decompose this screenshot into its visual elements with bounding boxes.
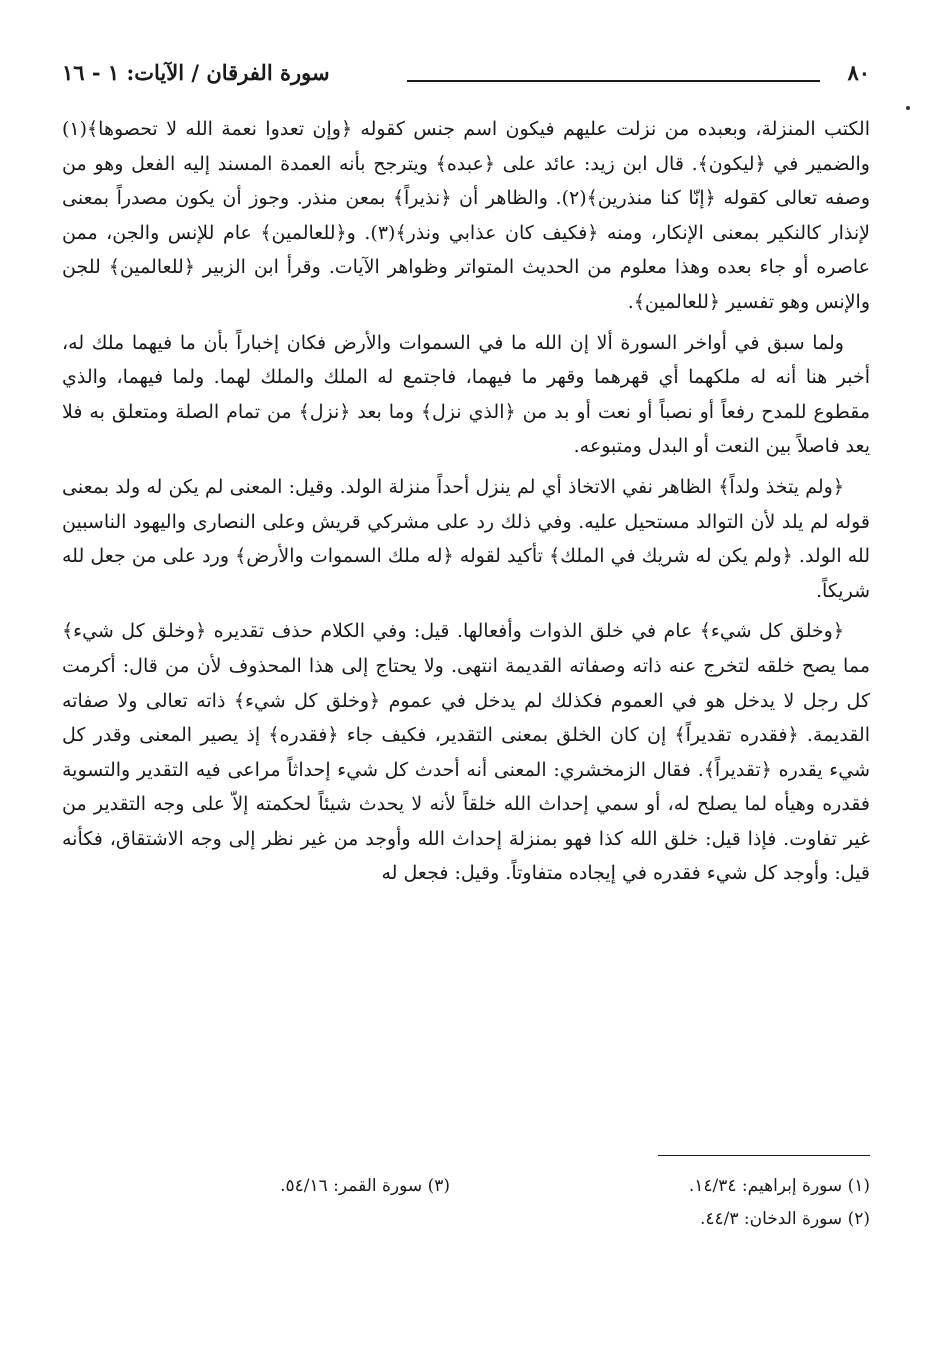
header-rule (407, 80, 820, 82)
header-title: سورة الفرقان / الآيات: ١ - ١٦ (62, 60, 330, 85)
scan-dot (906, 106, 910, 110)
running-header (62, 56, 870, 92)
footnote-rule (658, 1155, 870, 1156)
footnote-2: (٢) سورة الدخان: ٤٤/٣. (699, 1209, 870, 1229)
footnote-1: (١) سورة إبراهيم: ١٤/٣٤. (688, 1176, 870, 1196)
footnote-column-left (90, 1170, 450, 1203)
footnote-3: (٣) سورة القمر: ٥٤/١٦. (280, 1176, 450, 1196)
paragraph-1: الكتب المنزلة، وبعبده من نزلت عليهم فيكون اسم جنس كقوله ﴿وإن تعدوا نعمة الله لا تحصوها﴾(١) والضمير في ﴿ليكون﴾. قال ابن زيد: عائد على ﴿عبده﴾ ويترجح بأنه العمدة المسند إليه الفعل وهو من وصفه تعالى كقوله ﴿إنّا كنا منذرين﴾(٢). والظاهر أن ﴿نذيراً﴾ بمعن منذر. وجوز أن يكون مصدراً بمعنى لإنذار كالنكير بمعنى الإنكار، ومنه ﴿فكيف كان عذابي ونذر﴾(٣). و﴿للعالمين﴾ عام للإنس والجن، ممن عاصره أو جاء بعده وهذا معلوم من الحديث المتواتر وظواهر الآيات. وقرأ ابن الزبير ﴿للعالمين﴾ للجن والإنس وهو تفسير ﴿للعالمين﴾. (62, 118, 870, 313)
paragraph-2: ولما سبق في أواخر السورة ألا إن الله ما في السموات والأرض فكان إخباراً بأن ما فيهما ملك له، أخبر هنا أنه له ملكهما أي قهرهما وقهر ما فيهما، فاجتمع له الملك والملك لهما. ولما فيهما، والذي مقطوع للمدح رفعاً أو نصباً أو نعت أو بد من ﴿الذي نزل﴾ وما بعد ﴿نزل﴾ من تمام الصلة ومتعلق به فلا يعد فاصلاً بين النعت أو البدل ومتبوعه. (62, 331, 870, 458)
page-number: ٨٠ (847, 60, 870, 85)
paragraph-3: ﴿ولم يتخذ ولداً﴾ الظاهر نفي الاتخاذ أي لم ينزل أحداً منزلة الولد. وقيل: المعنى لم يكن له ولد بمعنى قوله لم يلد لأن التوالد مستحيل عليه. وفي ذلك رد على مشركي قريش وعلى النصارى واليهود الناسبين لله الولد. ﴿ولم يكن له شريك في الملك﴾ تأكيد لقوله ﴿له ملك السموات والأرض﴾ ورد على من جعل لله شريكاً. (62, 475, 870, 602)
footnote-column-right (510, 1170, 870, 1236)
paragraph-4: ﴿وخلق كل شيء﴾ عام في خلق الذوات وأفعالها. قيل: وفي الكلام حذف تقديره ﴿وخلق كل شيء﴾ مما يصح خلقه لتخرج عنه ذاته وصفاته القديمة انتهى. ولا يحتاج إلى هذا المحذوف لأن من قال: أكرمت كل رجل لا يدخل هو في العموم فكذلك لم يدخل في عموم ﴿وخلق كل شيء﴾ ذاته تعالى ولا صفاته القديمة. ﴿فقدره تقديراً﴾ إن كان الخلق بمعنى التقدير، فكيف جاء ﴿فقدره﴾ إذ يصير المعنى وقدر كل شيء يقدره ﴿تقديراً﴾. فقال الزمخشري: المعنى أنه أحدث كل شيء إحداثاً مراعى فيه التقدير والتسوية فقدره وهيأه لما يصلح له، أو سمي إحداث الله خلقاً لأنه لا يحدث شيئاً لحكمته إلاّ على وجه التقدير من غير تفاوت. فإذا قيل: خلق الله كذا فهو بمنزلة إحداث الله وأوجد من غير نظر إلى وجه الاشتقاق، فكأنه قيل: وأوجد كل شيء فقدره في إيجاده متفاوتاً. وقيل: فجعل له (62, 620, 870, 885)
main-text (62, 112, 870, 897)
